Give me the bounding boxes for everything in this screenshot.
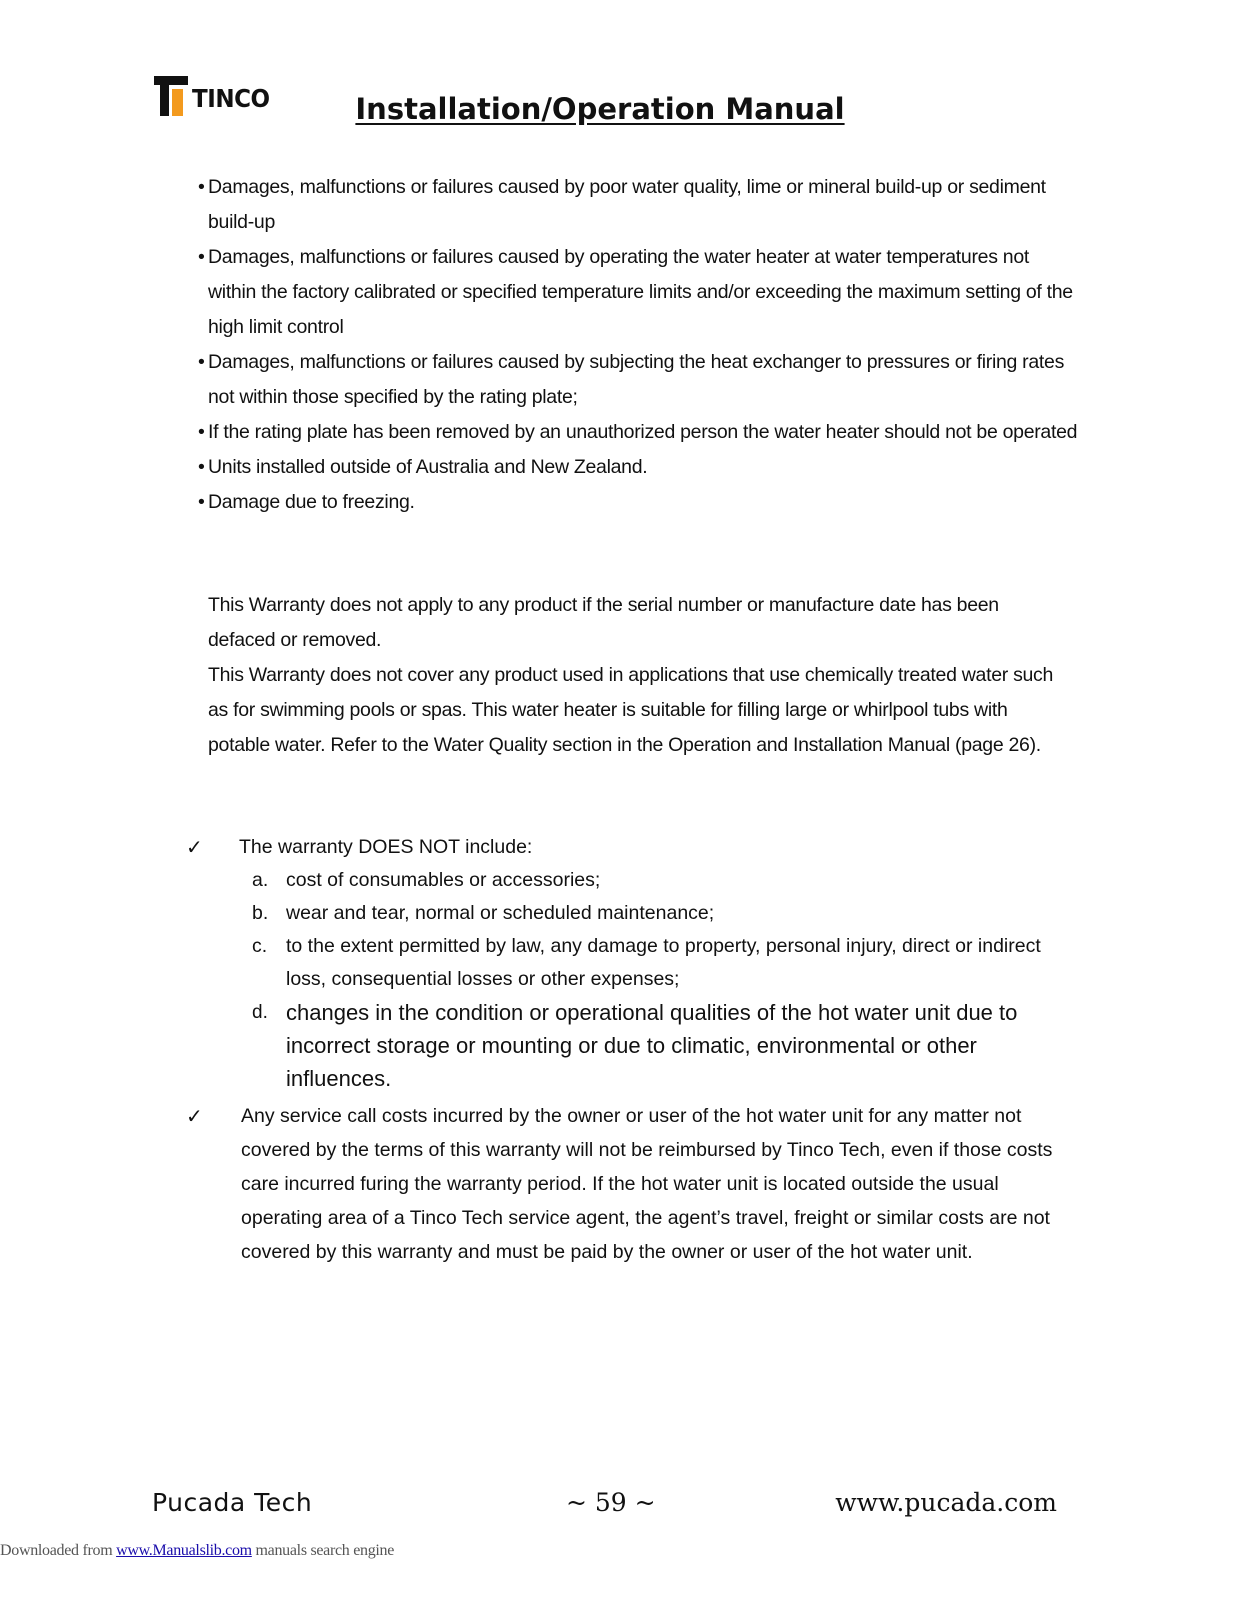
lettered-item: b. wear and tear, normal or scheduled maintenance; bbox=[252, 897, 1072, 930]
bullet-icon: • bbox=[198, 421, 205, 443]
checklist-heading: The warranty DOES NOT include: bbox=[239, 836, 533, 858]
lettered-item: d. changes in the condition or operational qualities of the hot water unit due to incorrect storage or mounting or due to climatic, environmental or other influences. bbox=[252, 996, 1072, 1095]
item-letter: d. bbox=[252, 1002, 268, 1023]
download-source-banner: Downloaded from www.Manualslib.com manuals search engine bbox=[0, 1542, 395, 1559]
bullet-item: • Damages, malfunctions or failures caused by operating the water heater at water temperatures not within the factory calibrated or specified temperature limits and/or exceeding the maximum setting of the high limit control bbox=[198, 240, 1078, 345]
service-note: Any service call costs incurred by the owner or user of the hot water unit for any matter not covered by the terms of this warranty will not be reimbursed by Tinco Tech, even if those costs care incurred furing the warranty period. If the hot water unit is located outside the usual operating area of a Tinco Tech service agent, the agent’s travel, freight or similar costs are not covered by this warranty and must be paid by the owner or user of the hot water unit. bbox=[241, 1105, 1053, 1263]
bullet-item: • If the rating plate has been removed by an unauthorized person the water heater should not be operated bbox=[198, 415, 1078, 450]
bullet-item: • Damages, malfunctions or failures caused by poor water quality, lime or mineral build-up or sediment build-up bbox=[198, 170, 1078, 240]
manualslib-link[interactable]: www.Manualslib.com bbox=[116, 1542, 252, 1559]
checkmark-icon: ✓ bbox=[186, 1104, 203, 1128]
exclusion-lettered-list bbox=[252, 864, 1072, 1095]
page-title: Installation/Operation Manual bbox=[355, 92, 845, 126]
bullet-item: • Units installed outside of Australia and New Zealand. bbox=[198, 450, 1078, 485]
item-letter: a. bbox=[252, 869, 269, 891]
logo-text: TINCO bbox=[192, 83, 270, 113]
footer-company: Pucada Tech bbox=[152, 1488, 313, 1517]
bullet-icon: • bbox=[198, 176, 205, 198]
checkmark-icon: ✓ bbox=[186, 835, 203, 859]
bullet-item: • Damages, malfunctions or failures caused by subjecting the heat exchanger to pressures or firing rates not within those specified by the rating plate; bbox=[198, 345, 1078, 415]
item-letter: c. bbox=[252, 935, 268, 957]
bullet-icon: • bbox=[198, 456, 205, 478]
exclusion-bullet-list bbox=[198, 170, 1078, 520]
serial-number-paragraph: This Warranty does not apply to any product if the serial number or manufacture date has been defaced or removed. bbox=[208, 594, 999, 651]
bullet-icon: • bbox=[198, 246, 205, 268]
chemical-water-paragraph: This Warranty does not cover any product used in applications that use chemically treated water such as for swimming pools or spas. This water heater is suitable for filling large or whirlpool tubs with potable water. Refer to the Water Quality section in the Operation and Installation Manual (page 26). bbox=[208, 664, 1054, 756]
bullet-item: • Damage due to freezing. bbox=[198, 485, 1078, 520]
lettered-item: a. cost of consumables or accessories; bbox=[252, 864, 1072, 897]
lettered-item: c. to the extent permitted by law, any damage to property, personal injury, direct or indirect loss, consequential losses or other expenses; bbox=[252, 930, 1072, 996]
footer-website: www.pucada.com bbox=[835, 1488, 1057, 1517]
page-number: ~ 59 ~ bbox=[566, 1488, 656, 1517]
item-letter: b. bbox=[252, 902, 269, 924]
bullet-icon: • bbox=[198, 351, 205, 373]
bullet-icon: • bbox=[198, 491, 205, 513]
